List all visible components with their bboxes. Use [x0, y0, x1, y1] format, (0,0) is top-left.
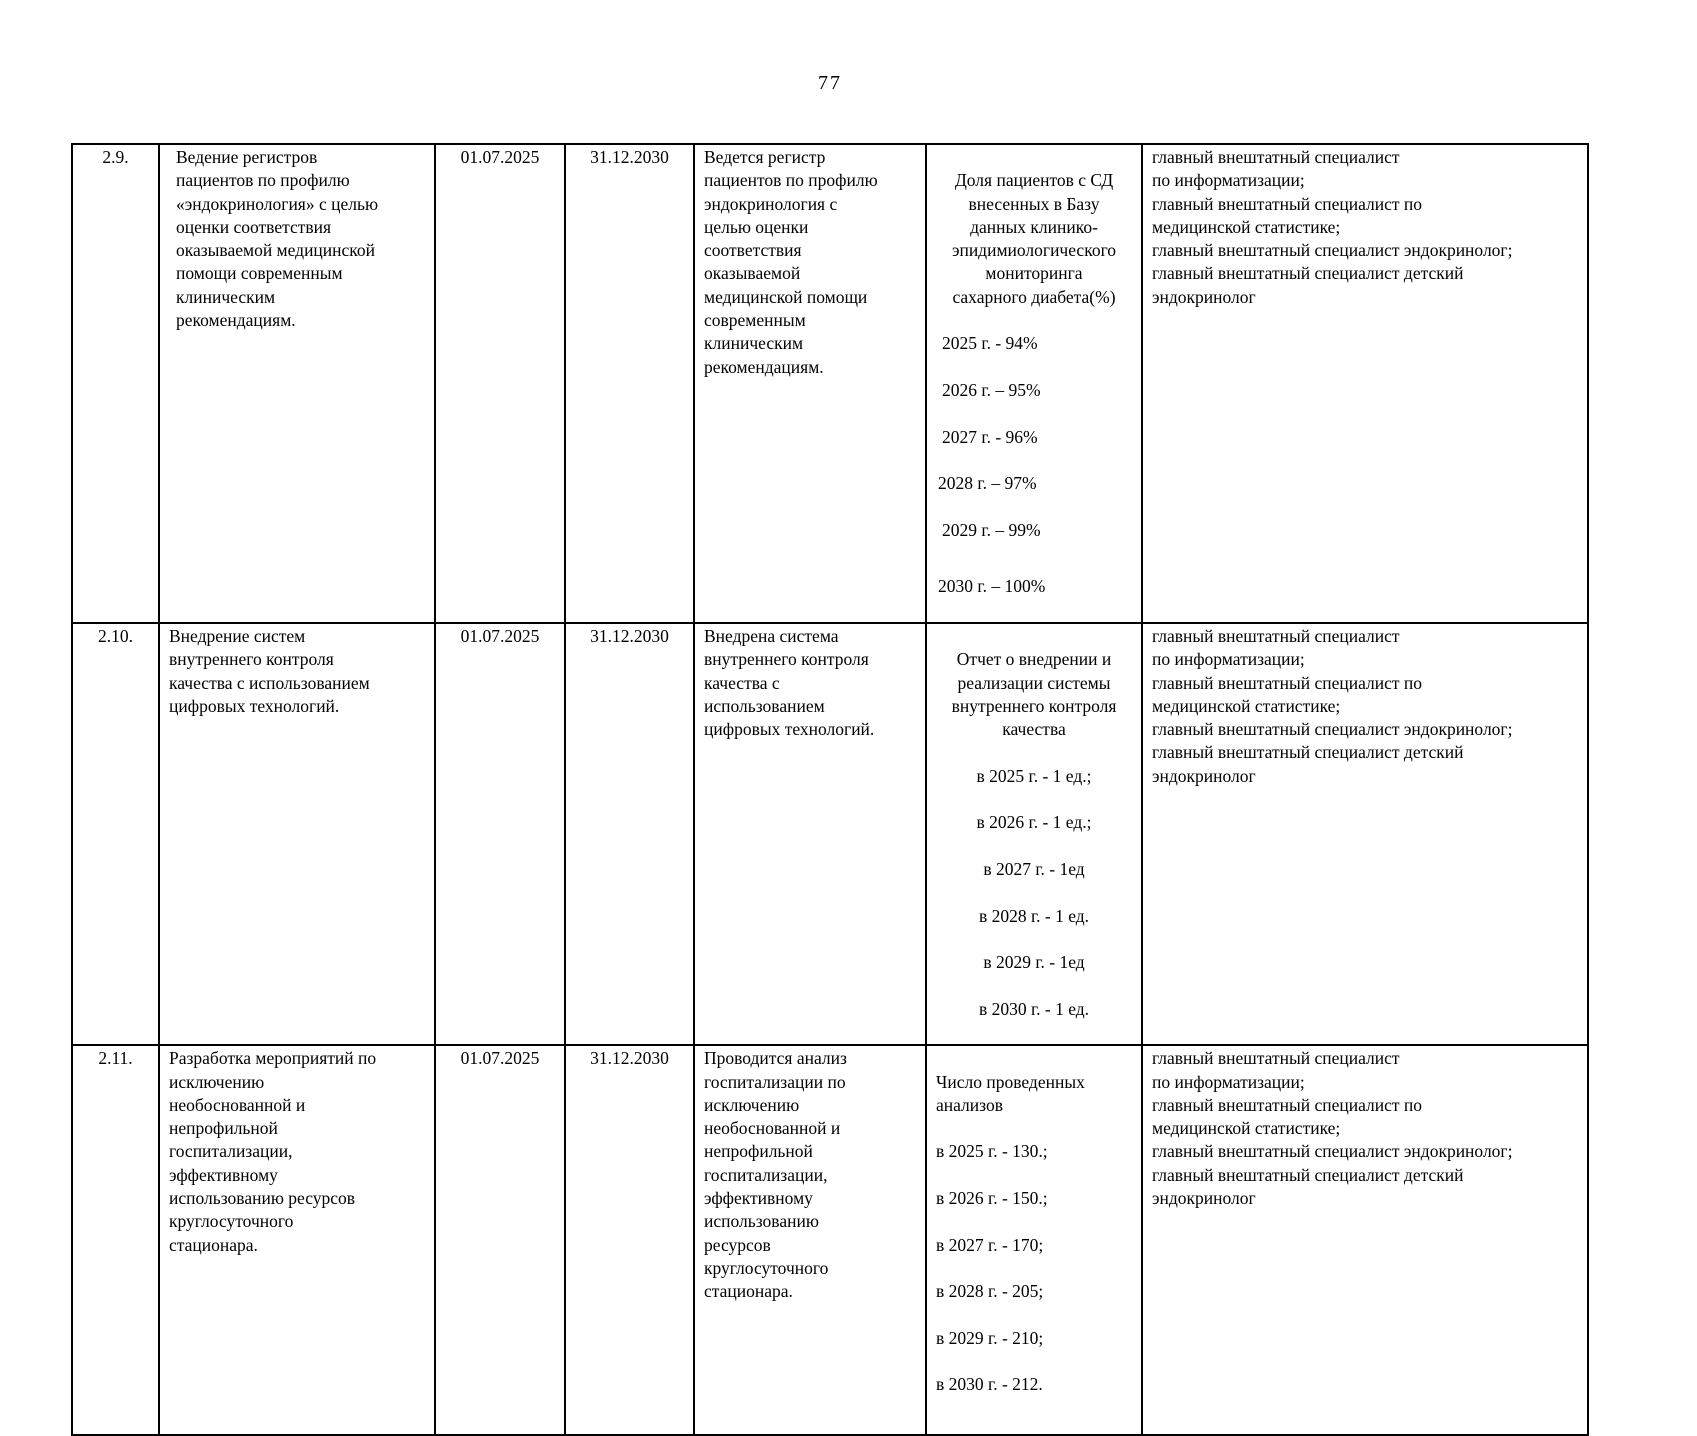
end-date: 31.12.2030	[565, 1045, 694, 1435]
indicator-value: 2030 г. – 100%	[938, 576, 1046, 597]
indicator-value: в 2028 г. - 1 ед.	[978, 905, 1090, 926]
indicator-value: в 2027 г. - 1ед	[983, 858, 1085, 879]
responsible-persons: главный внештатный специалист по информатизации; главный внештатный специалист по медицинской статистике; главный внештатный специалист эндокринолог; главный внештатный специалист детский эндокринолог	[1142, 1045, 1588, 1435]
indicator-value: в 2028 г. - 205;	[936, 1281, 1044, 1302]
indicator-cell	[926, 623, 1142, 1045]
indicator-cell	[926, 1045, 1142, 1435]
indicator-cell	[926, 144, 1142, 623]
activities-table	[71, 143, 1589, 1436]
indicator-value: в 2027 г. - 170;	[936, 1234, 1044, 1255]
indicator-title: Доля пациентов с СД внесенных в Базу данных клинико- эпидимиологического мониторинга сахарного диабета(%)	[951, 170, 1117, 307]
responsible-persons: главный внештатный специалист по информатизации; главный внештатный специалист по медицинской статистике; главный внештатный специалист эндокринолог; главный внештатный специалист детский эндокринолог	[1142, 623, 1588, 1045]
indicator-value: 2029 г. – 99%	[942, 519, 1041, 540]
indicator-value: в 2025 г. - 130.;	[936, 1141, 1048, 1162]
event-name: Разработка мероприятий по исключению необоснованной и непрофильной госпитализации, эффективному использованию ресурсов круглосуточного стационара.	[159, 1045, 435, 1435]
start-date: 01.07.2025	[435, 623, 565, 1045]
start-date: 01.07.2025	[435, 1045, 565, 1435]
event-name: Внедрение систем внутреннего контроля качества с использованием цифровых технологий.	[159, 623, 435, 1045]
indicator-value: в 2030 г. - 212.	[936, 1374, 1043, 1395]
row-number: 2.9.	[72, 144, 159, 623]
start-date: 01.07.2025	[435, 144, 565, 623]
table-row	[72, 623, 1588, 1045]
page-number: 77	[818, 72, 842, 94]
indicator-value: 2026 г. – 95%	[942, 379, 1041, 400]
row-number: 2.10.	[72, 623, 159, 1045]
indicator-value: 2028 г. – 97%	[938, 473, 1037, 494]
indicator-value: 2027 г. - 96%	[942, 426, 1038, 447]
indicator-value: в 2025 г. - 1 ед.;	[976, 765, 1092, 786]
expected-result: Внедрена система внутреннего контроля качества с использованием цифровых технологий.	[694, 623, 926, 1045]
expected-result: Ведется регистр пациентов по профилю эндокринология с целью оценки соответствия оказываемой медицинской помощи современным клиническим рекомендациям.	[694, 144, 926, 623]
end-date: 31.12.2030	[565, 144, 694, 623]
table-row	[72, 1045, 1588, 1435]
end-date: 31.12.2030	[565, 623, 694, 1045]
expected-result: Проводится анализ госпитализации по исключению необоснованной и непрофильной госпитализации, эффективному использованию ресурсов круглосуточного стационара.	[694, 1045, 926, 1435]
row-number: 2.11.	[72, 1045, 159, 1435]
indicator-value: в 2026 г. - 1 ед.;	[976, 812, 1092, 833]
indicator-value: в 2029 г. - 210;	[936, 1327, 1044, 1348]
indicator-value: в 2030 г. - 1 ед.	[978, 998, 1090, 1019]
table-row	[72, 144, 1588, 623]
indicator-value: в 2026 г. - 150.;	[936, 1188, 1048, 1209]
indicator-value: в 2029 г. - 1ед	[983, 952, 1085, 973]
indicator-title: Число проведенных анализов	[936, 1071, 1085, 1115]
event-name: Ведение регистров пациентов по профилю «эндокринология» с целью оценки соответствия оказываемой медицинской помощи современным клиническим рекомендациям.	[159, 144, 435, 623]
responsible-persons: главный внештатный специалист по информатизации; главный внештатный специалист по медицинской статистике; главный внештатный специалист эндокринолог; главный внештатный специалист детский эндокринолог	[1142, 144, 1588, 623]
indicator-title: Отчет о внедрении и реализации системы внутреннего контроля качества	[951, 649, 1117, 740]
indicator-value: 2025 г. - 94%	[942, 333, 1038, 354]
